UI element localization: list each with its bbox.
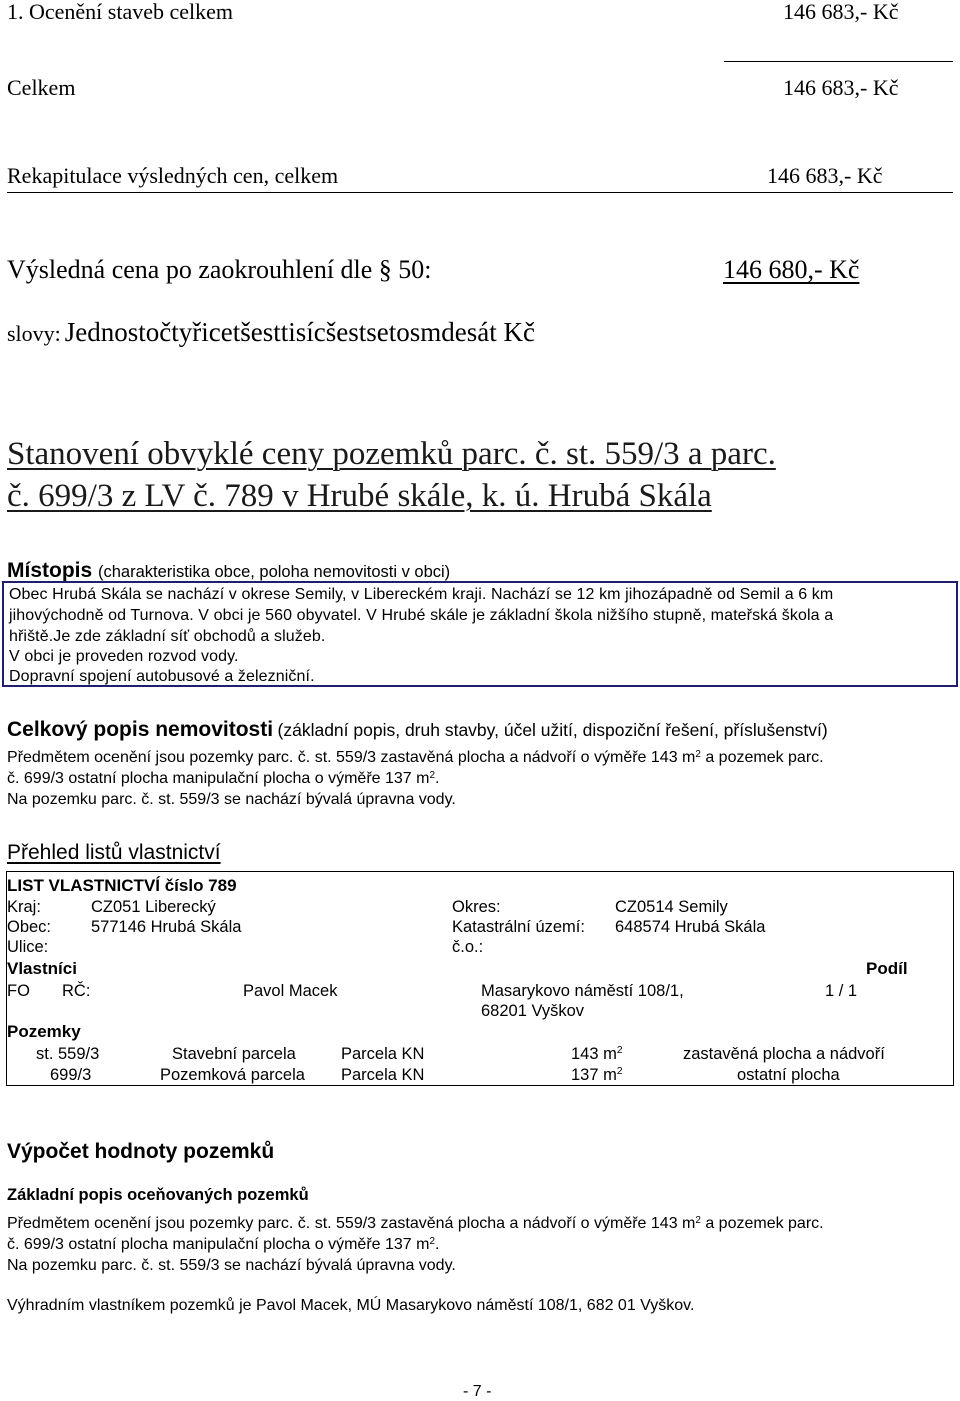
kraj-value: CZ051 Liberecký (91, 898, 216, 916)
description-line-1-end: a pozemek parc. (700, 749, 824, 766)
valuation-line-2-text: č. 699/3 ostatní plocha manipulační plocha o výměře 137 m (7, 1236, 430, 1253)
owner-type: FO (7, 982, 30, 1000)
locality-subtitle: (charakteristika obce, poloha nemovitosti v obci) (98, 563, 451, 581)
locality-line-2: jihovýchodně od Turnova. V obci je 560 obyvatel. V Hrubé skále je základní škola nižšího stupně, mateřská škola a (9, 607, 834, 624)
ulice-label: Ulice: (7, 938, 49, 956)
parcel-register: Parcela KN (341, 1045, 425, 1063)
land-heading-line2: č. 699/3 z LV č. 789 v Hrubé skále, k. ú. Hrubá Skála (7, 478, 712, 514)
sup: 2 (429, 769, 435, 781)
locality-line-5: Dopravní spojení autobusové a železniční. (9, 668, 315, 685)
valuation-line-1 (7, 1215, 824, 1233)
locality-line-4: V obci je proveden rozvod vody. (9, 648, 239, 665)
valuation-line-1-text: Předmětem ocenění jsou pozemky parc. č. st. 559/3 zastavěná plocha a nádvoří o výměře 143 m (7, 1215, 696, 1232)
rounded-price-label: Výsledná cena po zaokrouhlení dle § 50: (7, 255, 432, 284)
parcel-number: 699/3 (50, 1066, 92, 1084)
summary-row2-label: Celkem (7, 75, 76, 100)
words-value: Jednostočtyřicetšesttisícšestsetosmdesát Kč (64, 317, 535, 347)
summary-row3-label: Rekapitulace výsledných cen, celkem (7, 163, 339, 188)
summary-row1-value: 146 683,- Kč (783, 0, 899, 24)
okres-label: Okres: (452, 898, 501, 916)
description-line-2-text: č. 699/3 ostatní plocha manipulační plocha o výměře 137 m (7, 770, 430, 787)
share-label: Podíl (866, 959, 908, 978)
locality-line-3: hřiště.Je zde základní síť obchodů a služeb. (9, 628, 326, 645)
owner-address-2: 68201 Vyškov (481, 1002, 585, 1020)
description-heading (7, 718, 828, 742)
owner-name: Pavol Macek (243, 982, 338, 1000)
owner-address-1: Masarykovo náměstí 108/1, (481, 982, 684, 1000)
parcel-use: ostatní plocha (737, 1066, 840, 1084)
parcel-use: zastavěná plocha a nádvoří (683, 1045, 885, 1063)
ku-label: Katastrální území: (452, 918, 585, 936)
owner-share: 1 / 1 (825, 982, 858, 1000)
valuation-heading: Výpočet hodnoty pozemků (7, 1140, 275, 1163)
sup: 2 (616, 1045, 623, 1057)
words-label: slovy: (7, 321, 61, 346)
description-line-1-text: Předmětem ocenění jsou pozemky parc. č. st. 559/3 zastavěná plocha a nádvoří o výměře 143 m (7, 749, 696, 766)
parcels-label: Pozemky (7, 1022, 81, 1041)
owners-label: Vlastníci (7, 959, 77, 978)
summary-row2-value: 146 683,- Kč (783, 75, 899, 100)
locality-box (2, 581, 958, 687)
valuation-subheading: Základní popis oceňovaných pozemků (7, 1186, 309, 1204)
locality-heading (7, 559, 450, 583)
sup: 2 (695, 1214, 701, 1226)
summary-row1-label: 1. Ocenění staveb celkem (7, 0, 234, 24)
valuation-line-2-end: . (434, 1236, 440, 1253)
okres-value: CZ0514 Semily (615, 898, 728, 916)
valuation-line-1-end: a pozemek parc. (700, 1215, 824, 1232)
sup: 2 (616, 1066, 623, 1078)
valuation-line-3: Na pozemku parc. č. st. 559/3 se nachází bývalá úpravna vody. (7, 1257, 456, 1274)
description-title: Celkový popis nemovitosti (7, 718, 274, 741)
description-subtitle: (základní popis, druh stavby, účel užití, dispoziční řešení, příslušenství) (277, 720, 828, 740)
valuation-owner-line: Výhradním vlastníkem pozemků je Pavol Macek, MÚ Masarykovo náměstí 108/1, 682 01 Vyškov. (7, 1297, 695, 1314)
ownership-heading-text: Přehled listů vlastnictví (7, 841, 221, 864)
sum-line (724, 61, 953, 62)
recap-line (7, 192, 953, 193)
description-line-2-end: . (434, 770, 440, 787)
lv-title: LIST VLASTNICTVÍ číslo 789 (7, 876, 237, 895)
page-number: - 7 - (463, 1383, 492, 1400)
description-line-3: Na pozemku parc. č. st. 559/3 se nachází bývalá úpravna vody. (7, 791, 456, 808)
owner-rc-label: RČ: (62, 982, 91, 1000)
locality-title: Místopis (7, 559, 93, 582)
obec-label: Obec: (7, 918, 52, 936)
ownership-heading (7, 841, 221, 865)
co-label: č.o.: (452, 938, 484, 956)
price-in-words (7, 317, 535, 348)
valuation-line-2 (7, 1236, 439, 1254)
sup: 2 (429, 1235, 435, 1247)
locality-line-1: Obec Hrubá Skála se nachází v okrese Semily, v Libereckém kraji. Nachází se 12 km jihozápadně od Semil a 6 km (9, 586, 834, 603)
obec-value: 577146 Hrubá Skála (91, 918, 242, 936)
land-heading-line1: Stanovení obvyklé ceny pozemků parc. č. st. 559/3 a parc. (7, 436, 776, 472)
ku-value: 648574 Hrubá Skála (615, 918, 766, 936)
parcel-area-value: 143 m (571, 1045, 617, 1063)
parcel-kind: Pozemková parcela (160, 1066, 305, 1084)
parcel-register: Parcela KN (341, 1066, 425, 1084)
parcel-number: st. 559/3 (36, 1045, 100, 1063)
kraj-label: Kraj: (7, 898, 41, 916)
rounded-price-value: 146 680,- Kč (723, 255, 860, 284)
sup: 2 (695, 748, 701, 760)
parcel-kind: Stavební parcela (172, 1045, 296, 1063)
description-line-1 (7, 749, 824, 767)
parcel-area-value: 137 m (571, 1066, 617, 1084)
parcel-area (571, 1045, 623, 1064)
parcel-area (571, 1066, 623, 1085)
description-line-2 (7, 770, 439, 788)
summary-row3-value: 146 683,- Kč (767, 163, 883, 188)
